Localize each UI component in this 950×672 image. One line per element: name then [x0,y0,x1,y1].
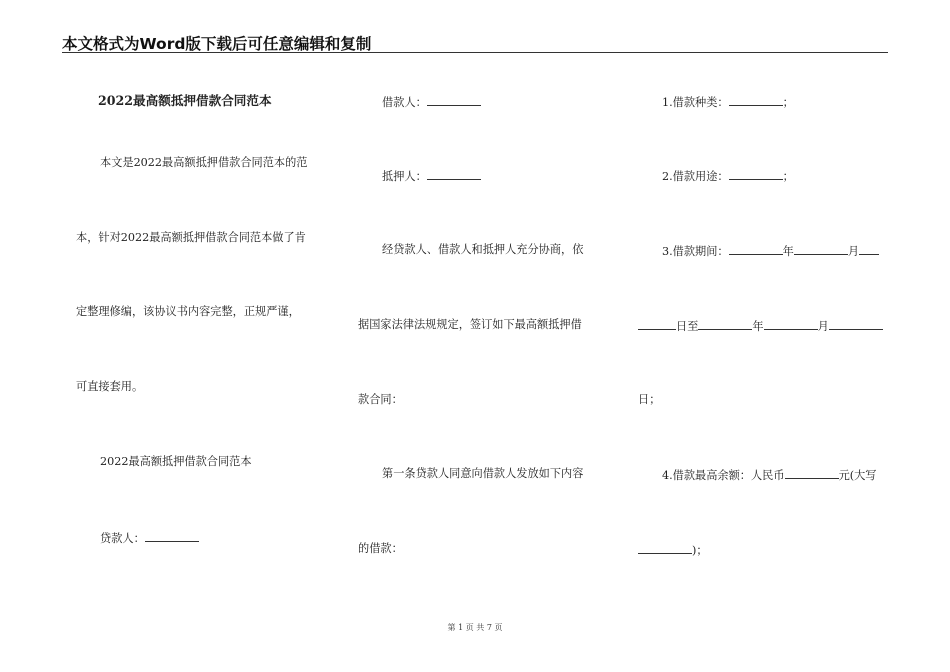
month-label: 月 [847,245,860,258]
loan-period-end: 日； [638,393,661,406]
loan-type-end: ； [782,96,794,109]
start-day-blank-cont [638,318,676,330]
lender-blank [145,530,199,542]
column-1 [76,0,326,672]
page-header-title: 本文格式为Word版下载后可任意编辑和复制 [62,35,372,53]
max-balance-uppercase-blank [638,542,692,554]
max-balance-label: 4.借款最高余额：人民币 [662,469,785,482]
column-3 [638,0,890,672]
end-year-blank [698,318,752,330]
agreement-para-line-2: 据国家法律法规规定，签订如下最高额抵押借 [358,318,582,331]
article1-line-1: 第一条贷款人同意向借款人发放如下内容 [382,467,584,480]
end-month-label: 月 [817,320,829,333]
max-balance-blank [785,467,839,479]
intro-line-4: 可直接套用。 [76,380,144,393]
agreement-para-line-1: 经贷款人、借款人和抵押人充分协商，依 [382,243,584,256]
start-month-blank [794,243,848,255]
page-prefix: 第 [447,623,456,632]
intro-line-3: 定整理修编，该协议书内容完整，正规严谨， [76,305,300,318]
year-label: 年 [782,245,794,258]
max-balance-end: )； [692,544,708,557]
lender-field [76,530,326,546]
borrower-blank [427,94,481,106]
page-total: 7 [486,623,492,632]
loan-purpose-blank [729,168,783,180]
lender-label: 贷款人： [100,532,145,545]
intro-line-2: 本，针对2022最高额抵押借款合同范本做了肯 [76,231,306,244]
loan-purpose-end: ； [782,170,794,183]
mortgagor-label: 抵押人： [382,170,427,183]
loan-period-label: 3.借款期间： [662,245,729,258]
borrower-label: 借款人： [382,96,427,109]
contract-subtitle: 2022最高额抵押借款合同范本 [100,455,252,468]
loan-period-field [638,243,890,259]
loan-period-continuation [638,318,890,334]
start-year-blank [729,243,783,255]
loan-purpose-field [638,168,890,184]
page-suffix: 页 [494,623,503,632]
end-day-blank [829,318,883,330]
article1-line-2: 的借款： [358,542,403,555]
start-day-blank [859,243,879,255]
page-number: 1 [458,623,464,632]
end-year-label: 年 [752,320,764,333]
intro-line-1: 本文是2022最高额抵押借款合同范本的范 [100,156,308,169]
loan-type-blank [729,94,783,106]
loan-type-label: 1.借款种类： [662,96,729,109]
max-balance-yuan: 元(大写 [838,469,877,482]
agreement-para-line-3: 款合同： [358,393,403,406]
max-balance-uppercase-field [638,542,890,558]
column-2 [358,0,608,672]
page-mid: 页 共 [465,623,485,632]
day-to-label: 日至 [676,320,699,333]
end-month-blank [764,318,818,330]
loan-purpose-label: 2.借款用途： [662,170,729,183]
loan-type-field [638,94,890,110]
max-balance-field [638,467,890,483]
page-footer [0,622,950,633]
mortgagor-blank [427,168,481,180]
document-title: 2022最高额抵押借款合同范本 [98,93,272,108]
borrower-field [358,94,608,110]
mortgagor-field [358,168,608,184]
